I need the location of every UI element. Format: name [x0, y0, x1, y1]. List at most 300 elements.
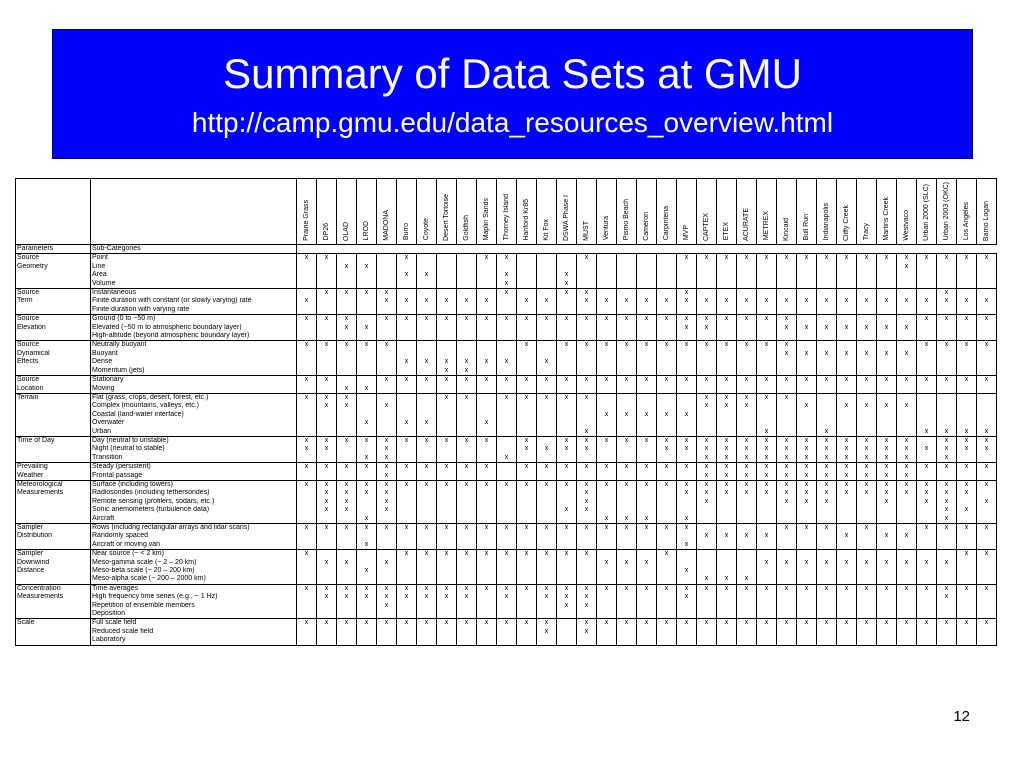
mark-cell — [597, 445, 617, 453]
mark-cell — [957, 472, 977, 481]
mark-cell — [757, 419, 777, 427]
mark-cell: x — [897, 402, 917, 410]
header-corner-sub — [91, 179, 297, 245]
mark-cell: x — [937, 559, 957, 567]
mark-cell: x — [517, 436, 537, 445]
mark-cell — [757, 411, 777, 419]
mark-cell — [737, 567, 757, 575]
parameter-cell — [16, 445, 91, 453]
mark-cell — [457, 419, 477, 427]
mark-cell: x — [657, 619, 677, 628]
subcategory-cell: Momentum (jets) — [91, 367, 297, 376]
mark-cell — [957, 532, 977, 540]
mark-cell — [297, 358, 317, 366]
mark-cell: x — [937, 289, 957, 298]
mark-cell: x — [617, 411, 637, 419]
mark-cell — [417, 532, 437, 540]
mark-cell — [657, 419, 677, 427]
mark-cell — [597, 385, 617, 394]
mark-cell — [777, 358, 797, 366]
mark-cell: x — [717, 393, 737, 402]
mark-cell: x — [917, 480, 937, 489]
mark-cell — [857, 550, 877, 559]
mark-cell — [537, 385, 557, 394]
mark-cell: x — [477, 619, 497, 628]
mark-cell: x — [297, 463, 317, 472]
mark-cell — [417, 289, 437, 298]
mark-cell — [297, 498, 317, 506]
mark-cell: x — [537, 393, 557, 402]
mark-cell — [417, 324, 437, 332]
mark-cell — [557, 610, 577, 619]
mark-cell — [737, 324, 757, 332]
mark-cell: x — [337, 385, 357, 394]
mark-cell: x — [437, 436, 457, 445]
mark-cell — [317, 263, 337, 271]
mark-cell — [977, 506, 997, 514]
mark-cell: x — [637, 411, 657, 419]
mark-cell — [377, 393, 397, 402]
mark-cell: x — [697, 324, 717, 332]
mark-cell: x — [577, 393, 597, 402]
table-row — [16, 524, 997, 533]
mark-cell: x — [717, 619, 737, 628]
mark-cell: x — [837, 445, 857, 453]
mark-cell — [917, 567, 937, 575]
mark-cell: x — [917, 619, 937, 628]
mark-cell: x — [577, 428, 597, 437]
mark-cell — [537, 602, 557, 610]
mark-cell — [497, 297, 517, 305]
mark-cell — [857, 271, 877, 279]
mark-cell — [917, 411, 937, 419]
mark-cell — [657, 402, 677, 410]
mark-cell: x — [957, 445, 977, 453]
mark-cell — [857, 567, 877, 575]
mark-cell — [977, 575, 997, 584]
mark-cell: x — [677, 445, 697, 453]
mark-cell: x — [297, 480, 317, 489]
mark-cell — [297, 593, 317, 601]
mark-cell — [977, 350, 997, 358]
mark-cell: x — [857, 584, 877, 593]
mark-cell — [317, 280, 337, 289]
mark-cell: x — [877, 472, 897, 481]
mark-cell: x — [317, 445, 337, 453]
mark-cell: x — [557, 463, 577, 472]
mark-cell — [297, 263, 317, 271]
mark-cell — [497, 306, 517, 315]
mark-cell: x — [397, 254, 417, 263]
mark-cell: x — [497, 254, 517, 263]
mark-cell — [637, 489, 657, 497]
mark-cell — [397, 402, 417, 410]
mark-cell — [637, 271, 657, 279]
mark-cell — [817, 341, 837, 350]
mark-cell: x — [937, 297, 957, 305]
table-row — [16, 280, 997, 289]
mark-cell — [577, 454, 597, 463]
mark-cell — [697, 428, 717, 437]
mark-cell — [337, 532, 357, 540]
mark-cell — [697, 524, 717, 533]
mark-cell — [697, 602, 717, 610]
table-row — [16, 619, 997, 628]
mark-cell — [717, 541, 737, 550]
mark-cell — [397, 541, 417, 550]
mark-cell: x — [397, 376, 417, 385]
mark-cell — [717, 567, 737, 575]
mark-cell: x — [837, 472, 857, 481]
mark-cell: x — [557, 593, 577, 601]
dataset-name: Barrio Logan — [983, 200, 990, 241]
mark-cell — [617, 271, 637, 279]
parameter-cell — [16, 454, 91, 463]
mark-cell — [397, 567, 417, 575]
subcategory-cell: Flat (grass, crops, desert, forest, etc.) — [91, 393, 297, 402]
mark-cell — [797, 271, 817, 279]
mark-cell: x — [317, 619, 337, 628]
mark-cell: x — [377, 376, 397, 385]
mark-cell — [477, 367, 497, 376]
mark-cell: x — [817, 445, 837, 453]
mark-cell — [357, 428, 377, 437]
mark-cell: x — [457, 463, 477, 472]
mark-cell — [957, 567, 977, 575]
mark-cell — [397, 610, 417, 619]
mark-cell — [357, 550, 377, 559]
mark-cell — [737, 411, 757, 419]
mark-cell — [817, 367, 837, 376]
mark-cell: x — [837, 454, 857, 463]
mark-cell: x — [937, 524, 957, 533]
mark-cell: x — [637, 559, 657, 567]
mark-cell — [517, 428, 537, 437]
mark-cell — [377, 358, 397, 366]
mark-cell: x — [717, 489, 737, 497]
mark-cell — [797, 315, 817, 324]
mark-cell — [417, 559, 437, 567]
mark-cell — [357, 393, 377, 402]
mark-cell — [797, 393, 817, 402]
mark-cell — [737, 550, 757, 559]
mark-cell: x — [377, 463, 397, 472]
mark-cell — [677, 628, 697, 636]
mark-cell: x — [697, 472, 717, 481]
mark-cell — [737, 610, 757, 619]
mark-cell — [957, 515, 977, 524]
mark-cell: x — [317, 315, 337, 324]
mark-cell: x — [377, 445, 397, 453]
mark-cell — [937, 280, 957, 289]
mark-cell — [917, 280, 937, 289]
mark-cell — [397, 324, 417, 332]
mark-cell — [877, 393, 897, 402]
parameter-cell: Effects — [16, 358, 91, 366]
mark-cell — [357, 402, 377, 410]
mark-cell — [417, 263, 437, 271]
mark-cell — [397, 367, 417, 376]
mark-cell: x — [417, 524, 437, 533]
mark-cell — [657, 332, 677, 341]
mark-cell — [437, 506, 457, 514]
mark-cell — [477, 515, 497, 524]
mark-cell: x — [857, 472, 877, 481]
table-row — [16, 584, 997, 593]
mark-cell — [537, 489, 557, 497]
mark-cell — [497, 341, 517, 350]
table-row — [16, 428, 997, 437]
mark-cell — [697, 515, 717, 524]
table-row — [16, 559, 997, 567]
mark-cell: x — [757, 254, 777, 263]
mark-cell: x — [357, 463, 377, 472]
mark-cell: x — [297, 393, 317, 402]
mark-cell — [817, 550, 837, 559]
mark-cell — [857, 593, 877, 601]
parameter-cell — [16, 332, 91, 341]
mark-cell: x — [937, 341, 957, 350]
mark-cell: x — [897, 584, 917, 593]
mark-cell — [357, 332, 377, 341]
mark-cell — [817, 506, 837, 514]
mark-cell — [497, 628, 517, 636]
mark-cell: x — [657, 341, 677, 350]
parameter-cell: Terrain — [16, 393, 91, 402]
mark-cell — [477, 575, 497, 584]
mark-cell — [977, 567, 997, 575]
mark-cell — [777, 332, 797, 341]
table-row — [16, 306, 997, 315]
mark-cell: x — [637, 524, 657, 533]
dataset-header — [937, 179, 957, 245]
mark-cell — [317, 610, 337, 619]
mark-cell — [517, 472, 537, 481]
mark-cell — [837, 575, 857, 584]
mark-cell — [497, 541, 517, 550]
dataset-name: Burro — [403, 223, 410, 241]
mark-cell: x — [497, 358, 517, 366]
mark-cell — [917, 454, 937, 463]
mark-cell: x — [477, 436, 497, 445]
mark-cell — [637, 602, 657, 610]
mark-cell — [637, 628, 657, 636]
mark-cell — [817, 575, 837, 584]
mark-cell — [337, 350, 357, 358]
mark-cell — [597, 567, 617, 575]
parameter-cell — [16, 367, 91, 376]
mark-cell — [977, 324, 997, 332]
parameter-cell: Term — [16, 297, 91, 305]
mark-cell — [677, 263, 697, 271]
dataset-header — [477, 179, 497, 245]
mark-cell — [617, 506, 637, 514]
mark-cell: x — [457, 524, 477, 533]
mark-cell — [497, 610, 517, 619]
mark-cell: x — [777, 472, 797, 481]
mark-cell — [897, 367, 917, 376]
mark-cell — [837, 428, 857, 437]
mark-cell — [457, 541, 477, 550]
mark-cell — [637, 358, 657, 366]
mark-cell: x — [337, 524, 357, 533]
mark-cell: x — [757, 619, 777, 628]
datasets-summary-table-container — [15, 178, 996, 692]
mark-cell — [517, 532, 537, 540]
mark-cell: x — [437, 593, 457, 601]
mark-cell: x — [637, 315, 657, 324]
dataset-header — [457, 179, 477, 245]
mark-cell: x — [497, 550, 517, 559]
mark-cell: x — [677, 297, 697, 305]
dataset-header — [597, 179, 617, 245]
mark-cell: x — [637, 463, 657, 472]
mark-cell — [597, 350, 617, 358]
dataset-header — [977, 179, 997, 245]
mark-cell — [857, 315, 877, 324]
mark-cell: x — [657, 436, 677, 445]
mark-cell — [977, 628, 997, 636]
mark-cell — [937, 358, 957, 366]
mark-cell — [337, 332, 357, 341]
mark-cell — [637, 445, 657, 453]
mark-cell — [797, 532, 817, 540]
mark-cell: x — [477, 297, 497, 305]
mark-cell: x — [837, 619, 857, 628]
mark-cell — [837, 636, 857, 645]
mark-cell — [797, 411, 817, 419]
mark-cell — [457, 428, 477, 437]
dataset-header — [857, 179, 877, 245]
mark-cell — [917, 472, 937, 481]
mark-cell — [337, 472, 357, 481]
mark-cell — [517, 575, 537, 584]
dataset-header — [757, 179, 777, 245]
mark-cell — [717, 324, 737, 332]
mark-cell — [737, 358, 757, 366]
mark-cell — [757, 506, 777, 514]
mark-cell — [497, 332, 517, 341]
mark-cell: x — [597, 559, 617, 567]
mark-cell — [797, 575, 817, 584]
mark-cell — [877, 524, 897, 533]
mark-cell — [577, 324, 597, 332]
mark-cell — [717, 411, 737, 419]
mark-cell — [497, 602, 517, 610]
mark-cell: x — [757, 428, 777, 437]
mark-cell: x — [317, 559, 337, 567]
mark-cell — [597, 289, 617, 298]
mark-cell — [677, 306, 697, 315]
mark-cell: x — [857, 619, 877, 628]
mark-cell: x — [337, 559, 357, 567]
mark-cell — [337, 602, 357, 610]
mark-cell: x — [857, 463, 877, 472]
mark-cell: x — [417, 584, 437, 593]
mark-cell: x — [637, 515, 657, 524]
mark-cell — [897, 567, 917, 575]
mark-cell: x — [557, 315, 577, 324]
mark-cell — [837, 289, 857, 298]
mark-cell: x — [517, 584, 537, 593]
mark-cell — [717, 515, 737, 524]
mark-cell — [897, 393, 917, 402]
table-row — [16, 263, 997, 271]
mark-cell — [337, 297, 357, 305]
mark-cell — [897, 332, 917, 341]
mark-cell — [517, 358, 537, 366]
mark-cell: x — [397, 584, 417, 593]
mark-cell: x — [757, 472, 777, 481]
mark-cell: x — [637, 297, 657, 305]
mark-cell: x — [477, 419, 497, 427]
mark-cell — [337, 280, 357, 289]
mark-cell — [877, 428, 897, 437]
mark-cell — [977, 532, 997, 540]
mark-cell — [417, 445, 437, 453]
mark-cell — [877, 602, 897, 610]
mark-cell — [537, 367, 557, 376]
mark-cell: x — [717, 454, 737, 463]
dataset-name: DP26 — [323, 223, 330, 241]
mark-cell: x — [417, 480, 437, 489]
mark-cell: x — [797, 480, 817, 489]
mark-cell — [457, 602, 477, 610]
mark-cell: x — [397, 524, 417, 533]
mark-cell — [577, 610, 597, 619]
dataset-name: Desert Tortoise — [443, 193, 450, 241]
mark-cell — [657, 367, 677, 376]
mark-cell — [317, 367, 337, 376]
mark-cell: x — [397, 358, 417, 366]
mark-cell: x — [697, 297, 717, 305]
mark-cell — [597, 428, 617, 437]
mark-cell — [437, 628, 457, 636]
mark-cell — [557, 559, 577, 567]
mark-cell: x — [657, 463, 677, 472]
mark-cell: x — [877, 350, 897, 358]
mark-cell — [857, 506, 877, 514]
mark-cell — [957, 367, 977, 376]
mark-cell — [837, 610, 857, 619]
mark-cell: x — [617, 480, 637, 489]
dataset-name: Ventura — [603, 216, 610, 241]
subcategory-cell: Randomly spaced — [91, 532, 297, 540]
mark-cell — [397, 350, 417, 358]
mark-cell — [337, 254, 357, 263]
mark-cell: x — [917, 315, 937, 324]
mark-cell: x — [877, 480, 897, 489]
mark-cell — [837, 567, 857, 575]
mark-cell: x — [457, 436, 477, 445]
mark-cell — [817, 280, 837, 289]
parameter-cell: Sampler — [16, 524, 91, 533]
mark-cell: x — [557, 602, 577, 610]
mark-cell: x — [857, 480, 877, 489]
mark-cell: x — [717, 402, 737, 410]
mark-cell — [577, 515, 597, 524]
mark-cell: x — [957, 254, 977, 263]
parameter-cell: Elevation — [16, 324, 91, 332]
mark-cell — [637, 332, 657, 341]
mark-cell — [577, 541, 597, 550]
subcategory-cell: Finite duration with varying rate — [91, 306, 297, 315]
mark-cell — [357, 498, 377, 506]
mark-cell — [497, 263, 517, 271]
column-titles-row — [16, 245, 997, 254]
mark-cell: x — [817, 350, 837, 358]
mark-cell — [457, 567, 477, 575]
